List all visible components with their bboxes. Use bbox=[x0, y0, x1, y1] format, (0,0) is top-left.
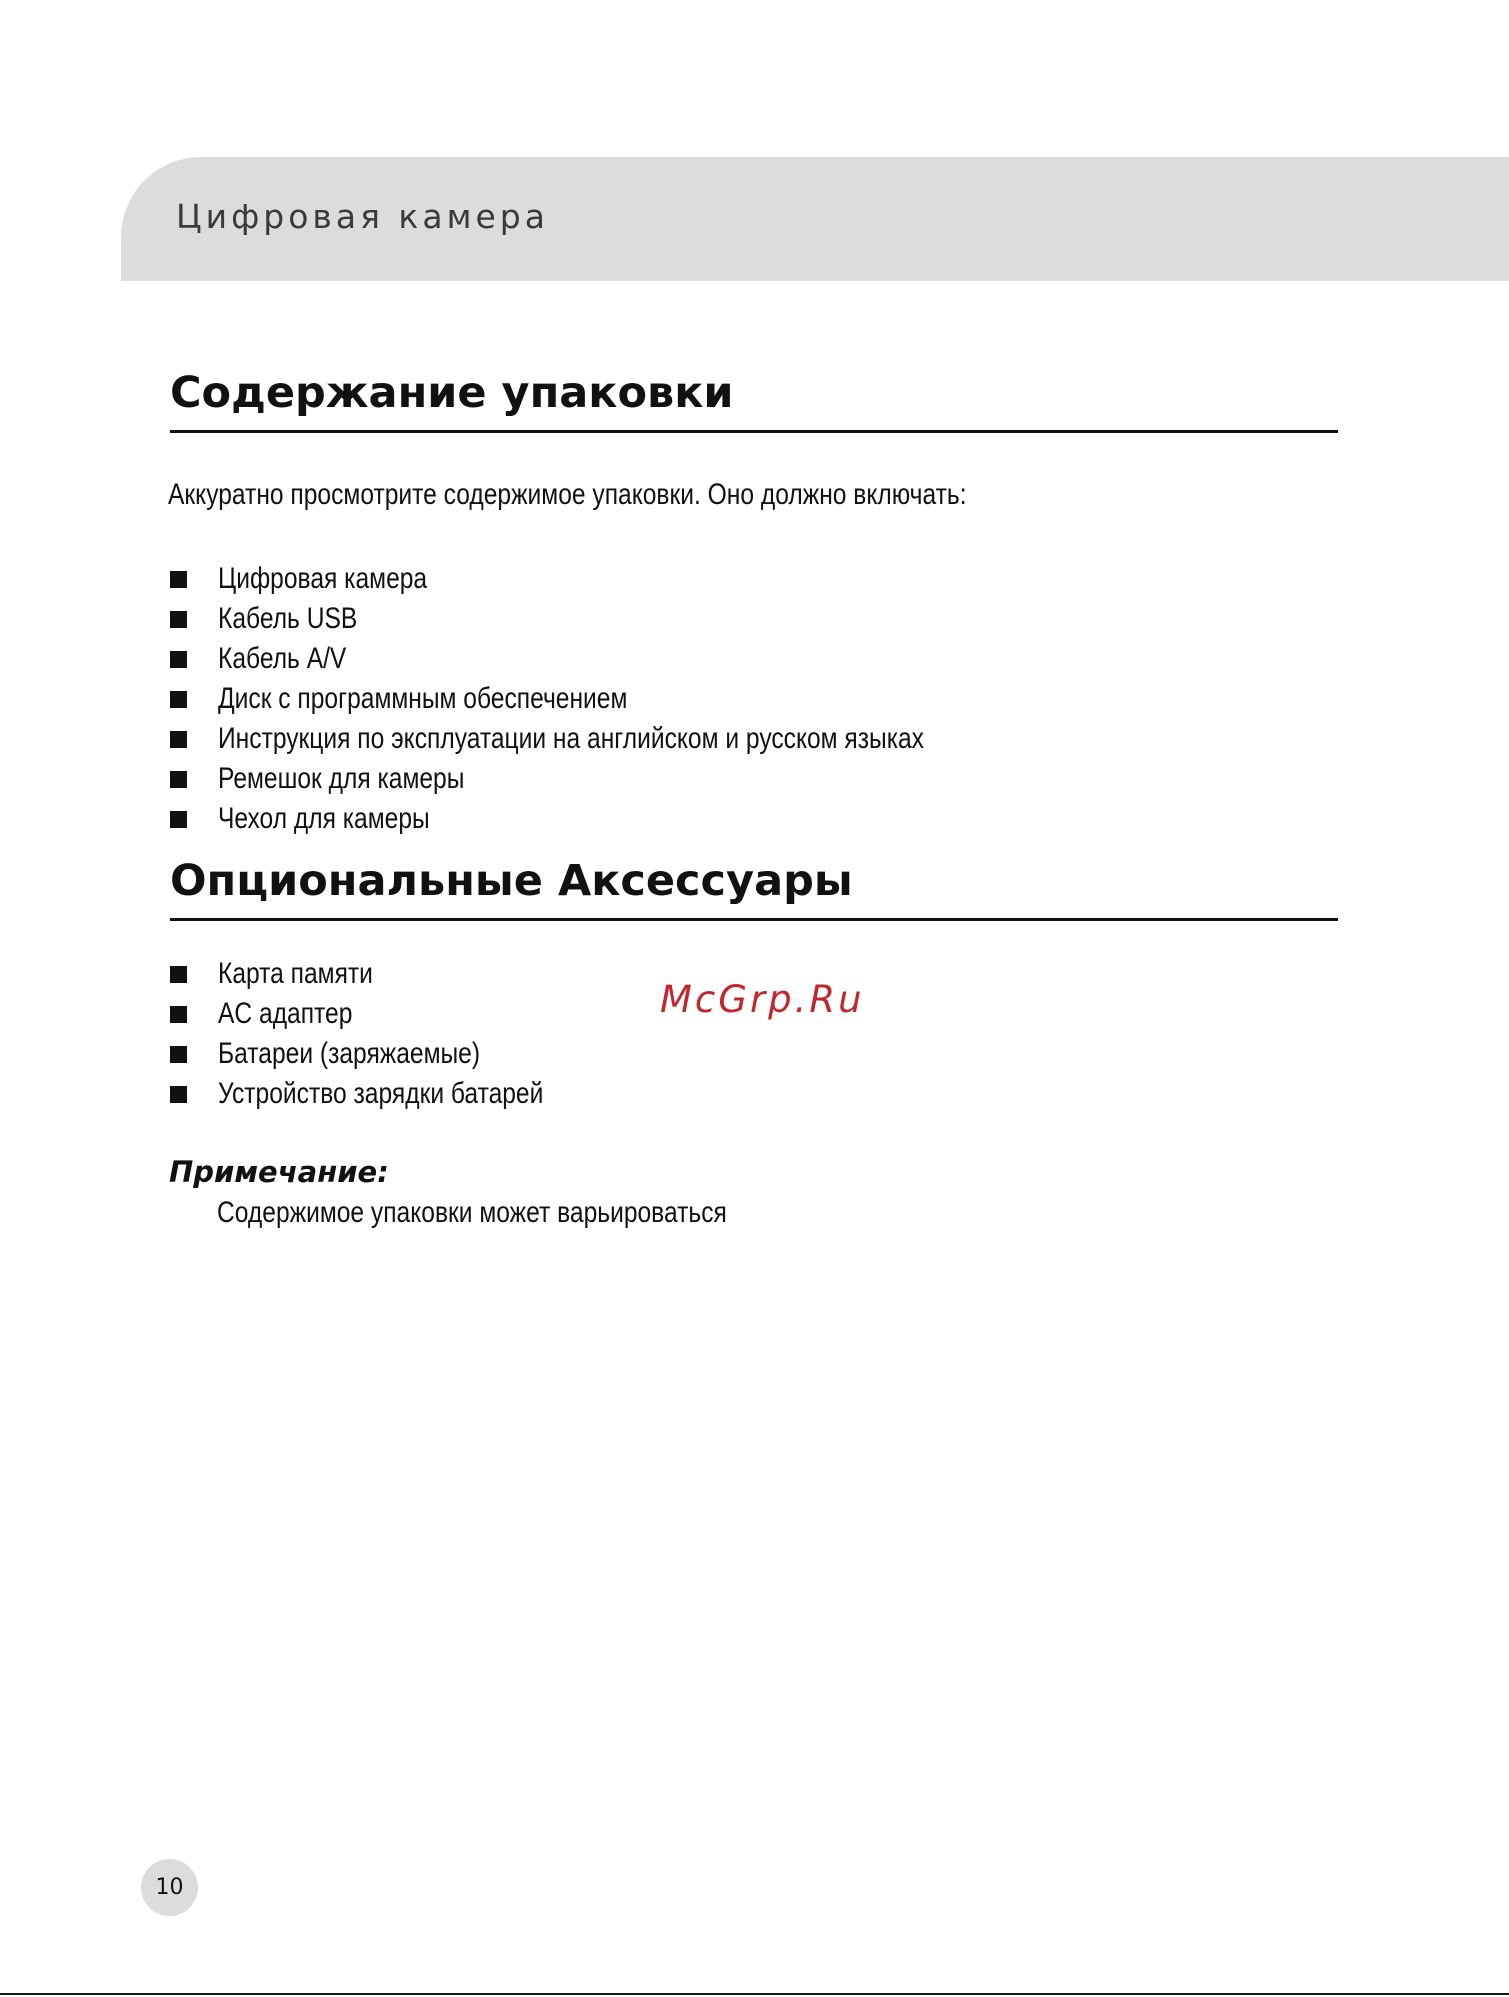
square-bullet-icon bbox=[170, 651, 187, 668]
square-bullet-icon bbox=[170, 966, 187, 983]
optional-accessories-heading: Опциональные Аксессуары bbox=[170, 856, 1338, 921]
package-contents-heading: Содержание упаковки bbox=[170, 368, 1338, 433]
note-label: Примечание: bbox=[169, 1155, 389, 1189]
list-item-text: Батареи (заряжаемые) bbox=[218, 1037, 481, 1070]
square-bullet-icon bbox=[170, 571, 187, 588]
list-item-text: Кабель USB bbox=[218, 602, 358, 635]
list-item-text: AC адаптер bbox=[218, 997, 353, 1030]
watermark: McGrp.Ru bbox=[660, 978, 865, 1021]
list-item-text: Ремешок для камеры bbox=[218, 762, 465, 795]
square-bullet-icon bbox=[170, 611, 187, 628]
square-bullet-icon bbox=[170, 1006, 187, 1023]
list-item-text: Устройство зарядки батарей bbox=[218, 1077, 544, 1110]
list-item-text: Чехол для камеры bbox=[218, 802, 430, 835]
square-bullet-icon bbox=[170, 1086, 187, 1103]
note-text: Содержимое упаковки может варьироваться bbox=[217, 1196, 727, 1229]
list-item-text: Кабель A/V bbox=[218, 642, 347, 675]
list-item-text: Инструкция по эксплуатации на английском и русском языках bbox=[218, 722, 924, 755]
header-band bbox=[121, 157, 1509, 281]
square-bullet-icon bbox=[170, 771, 187, 788]
list-item-text: Карта памяти bbox=[218, 957, 373, 990]
square-bullet-icon bbox=[170, 731, 187, 748]
header-title: Цифровая камера bbox=[176, 197, 549, 236]
square-bullet-icon bbox=[170, 691, 187, 708]
bottom-rule bbox=[0, 1993, 1509, 1995]
page-number: 10 bbox=[141, 1859, 198, 1916]
list-item-text: Цифровая камера bbox=[218, 562, 428, 595]
package-contents-intro: Аккуратно просмотрите содержимое упаковки. Оно должно включать: bbox=[168, 478, 967, 511]
square-bullet-icon bbox=[170, 1046, 187, 1063]
square-bullet-icon bbox=[170, 811, 187, 828]
list-item-text: Диск с программным обеспечением bbox=[218, 682, 628, 715]
